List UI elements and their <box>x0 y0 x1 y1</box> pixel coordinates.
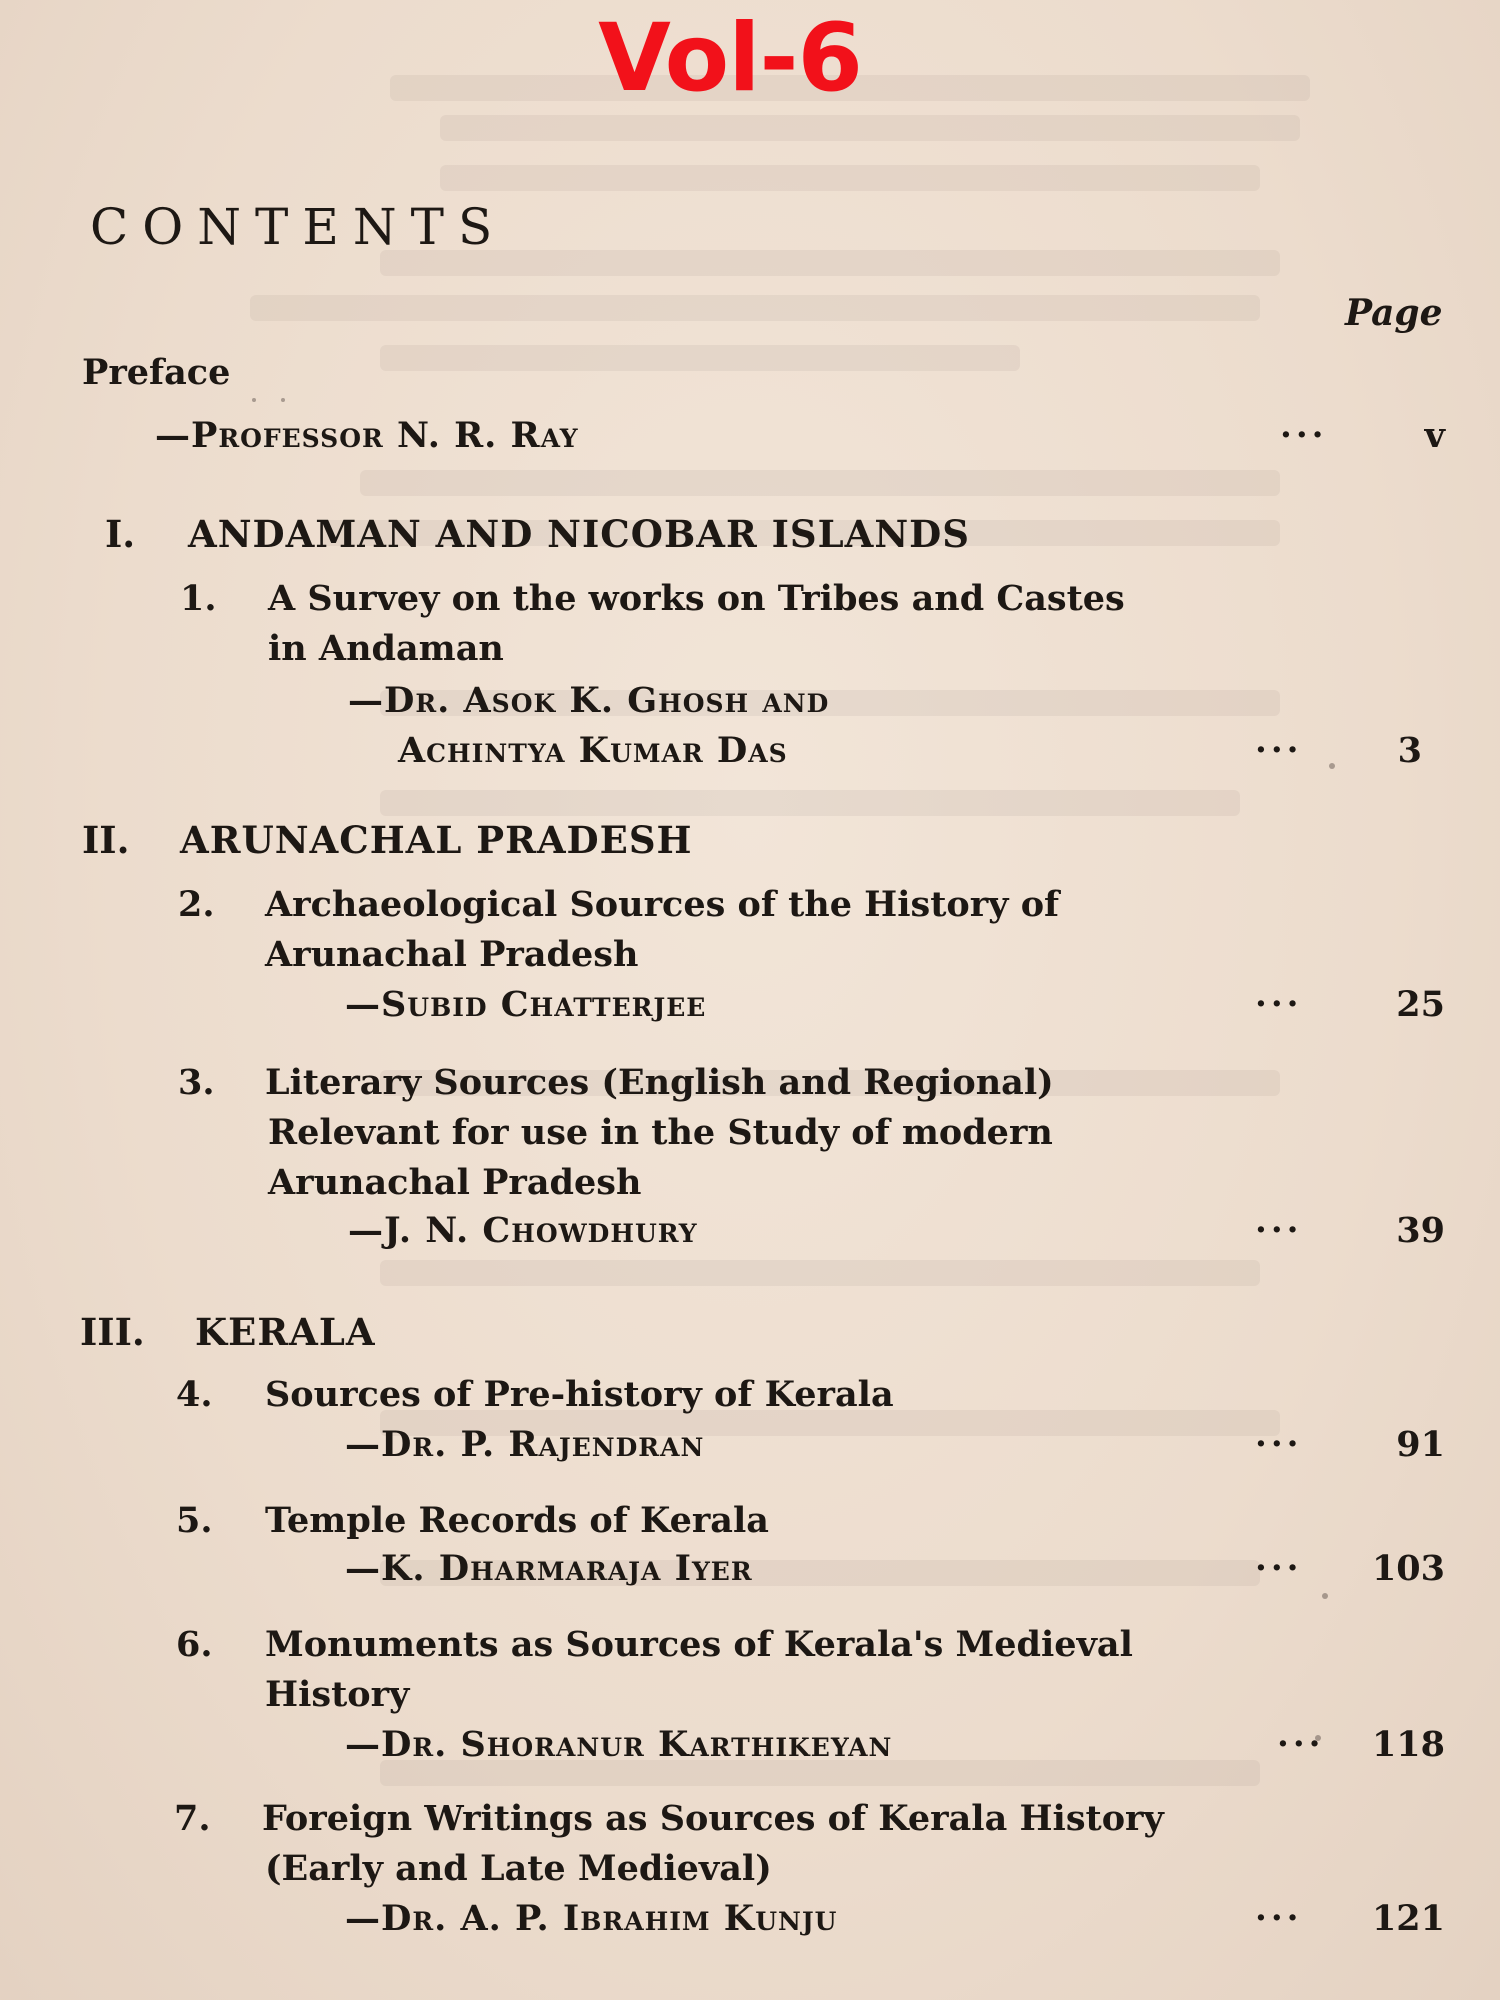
entry-leader: ··· <box>1277 1724 1325 1764</box>
section-title: ANDAMAN AND NICOBAR ISLANDS <box>188 512 970 556</box>
entry-number: 4. <box>176 1374 213 1415</box>
preface-label: Preface <box>82 352 231 393</box>
entry-title-line: Temple Records of Kerala <box>265 1500 769 1541</box>
entry-page: 39 <box>1396 1210 1445 1251</box>
entry-leader: ··· <box>1255 1424 1303 1464</box>
entry-leader: ··· <box>1255 984 1303 1024</box>
entry-author: —Dr. A. P. Ibrahim Kunju <box>345 1898 838 1939</box>
entry-title-line: Relevant for use in the Study of modern <box>268 1112 1053 1153</box>
entry-leader: ··· <box>1255 1898 1303 1938</box>
entry-title-line: Arunachal Pradesh <box>268 1162 642 1203</box>
entry-leader: ··· <box>1255 1210 1303 1250</box>
contents-heading: CONTENTS <box>90 198 507 256</box>
entry-title-line: A Survey on the works on Tribes and Castes <box>268 578 1125 619</box>
entry-title-line: History <box>265 1674 410 1715</box>
entry-title-line: Monuments as Sources of Kerala's Medieval <box>265 1624 1133 1665</box>
entry-author: —Subid Chatterjee <box>345 984 707 1025</box>
entry-number: 5. <box>176 1500 213 1541</box>
entry-number: 6. <box>176 1624 213 1665</box>
entry-page: 121 <box>1371 1898 1445 1939</box>
entry-number: 2. <box>178 884 215 925</box>
entry-page: 103 <box>1371 1548 1445 1589</box>
entry-author: —J. N. Chowdhury <box>348 1210 698 1251</box>
entry-page: 3 <box>1397 730 1422 771</box>
entry-title-line: Foreign Writings as Sources of Kerala History <box>262 1798 1164 1839</box>
entry-title-line: Literary Sources (English and Regional) <box>265 1062 1054 1103</box>
preface-leader: ··· <box>1280 415 1328 455</box>
entry-number: 7. <box>174 1798 211 1839</box>
entry-number: 3. <box>178 1062 215 1103</box>
entry-author: —K. Dharmaraja Iyer <box>345 1548 753 1589</box>
entry-title-line: Sources of Pre-history of Kerala <box>265 1374 894 1415</box>
preface-author: —Professor N. R. Ray <box>155 415 579 456</box>
entry-title-line: Arunachal Pradesh <box>265 934 639 975</box>
entry-leader: ··· <box>1255 1548 1303 1588</box>
entry-author: Achintya Kumar Das <box>398 730 788 771</box>
section-title: KERALA <box>195 1310 376 1354</box>
entry-author: —Dr. Asok K. Ghosh and <box>348 680 830 721</box>
entry-title-line: (Early and Late Medieval) <box>265 1848 772 1889</box>
section-numeral: I. <box>105 512 136 556</box>
entry-author: —Dr. Shoranur Karthikeyan <box>345 1724 893 1765</box>
section-title: ARUNACHAL PRADESH <box>180 818 693 862</box>
entry-page: 91 <box>1396 1424 1445 1465</box>
entry-leader: ··· <box>1255 730 1303 770</box>
entry-number: 1. <box>180 578 217 619</box>
entry-title-line: in Andaman <box>268 628 504 669</box>
section-numeral: II. <box>82 818 130 862</box>
entry-author: —Dr. P. Rajendran <box>345 1424 705 1465</box>
section-numeral: III. <box>80 1310 145 1354</box>
entry-title-line: Archaeological Sources of the History of <box>265 884 1060 925</box>
volume-label: Vol-6 <box>598 4 862 113</box>
page-column-label: Page <box>1345 292 1443 334</box>
entry-page: 25 <box>1396 984 1445 1025</box>
preface-page: v <box>1424 415 1445 456</box>
entry-page: 118 <box>1371 1724 1445 1765</box>
